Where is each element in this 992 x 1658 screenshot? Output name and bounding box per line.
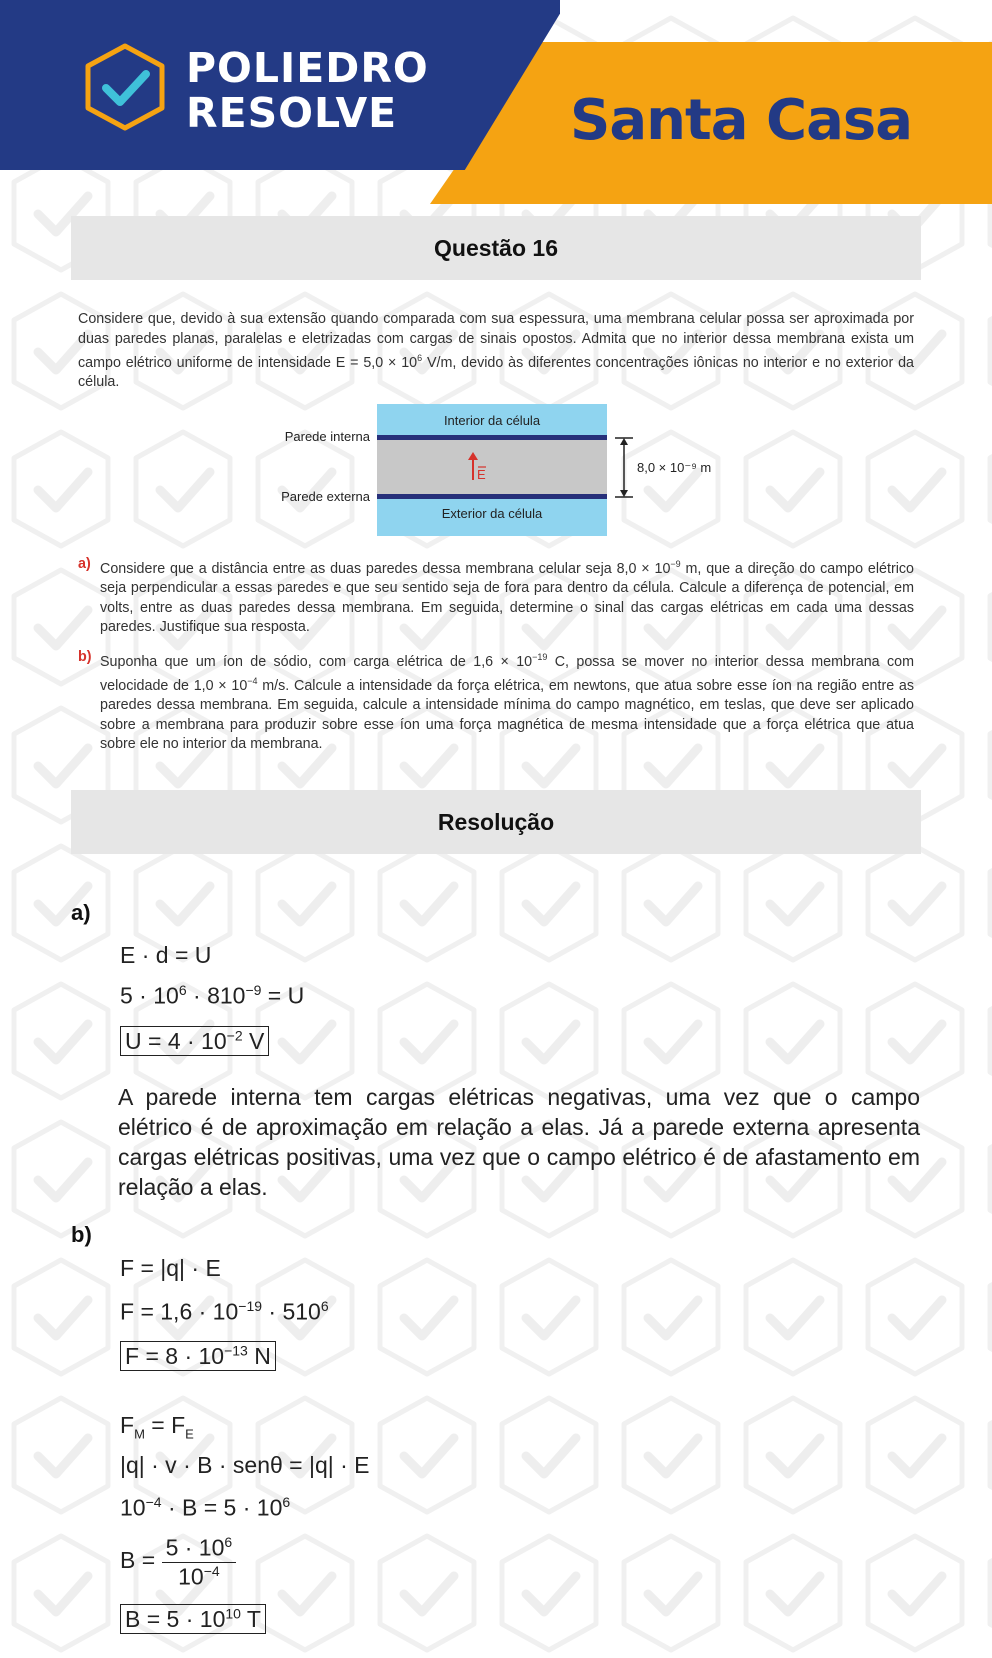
eq-b5: $10^{-4} \cdot B = 5 \cdot 10^6$ bbox=[120, 1494, 291, 1521]
eq-b-result-field: $B = 5 \cdot 10^{10}$ T bbox=[120, 1605, 266, 1633]
question-title: Questão 16 bbox=[434, 234, 558, 261]
membrane-figure bbox=[255, 400, 735, 540]
eq-b-result-force: $F = 8 \cdot 10^{-13}$ N bbox=[120, 1342, 276, 1370]
thickness-dimension bbox=[615, 438, 633, 497]
question-intro: Considere que, devido à sua extensão quando comparada com sua espessura, uma membrana celular possa ser aproximada por duas paredes planas, paralelas e eletrizadas com cargas de sinais opostos. Admita que no interior dessa membrana exista um campo elétrico uniforme de intensidade $E = 5,0 \times 10^6$ V/m, devido às diferentes concentrações iônicas no interior e no exterior da célula. bbox=[78, 311, 915, 391]
part-a-explanation: A parede interna tem cargas elétricas negativas, uma vez que o campo elétrico é de aproximação em relação a elas. Já a parede externa apresenta cargas elétricas positivas, uma vez que o campo elétrico é de afastamento em relação a elas. bbox=[118, 1084, 920, 1200]
brand-logo-text bbox=[186, 46, 429, 136]
item-b: b) Suponha que um íon de sódio, com carga elétrica de $1,6 \times 10^{-19}$ C, possa se mover no interior dessa membrana com velocidade de $1,0 \times 10^{-4}$ m/s. Calcule a intensidade da força elétrica, em newtons, que atua sobre esse íon na região entre as paredes dessa membrana. Em seguida, calcule a intensidade mínima do campo magnético, em teslas, que deve ser aplicado sobre a membrana para produzir sobre esse íon uma força magnética de mesma intensidade que a força elétrica que atua sobre ele no interior da membrana. bbox=[78, 648, 914, 753]
field-label: E bbox=[477, 467, 486, 482]
part-a-label: a) bbox=[71, 900, 91, 925]
eq-b6: B = $\frac{5 \cdot 10^6}{10^{-4}}$ bbox=[120, 1534, 236, 1590]
inner-wall-label: Parede interna bbox=[284, 429, 370, 444]
exterior-label: Exterior da célula bbox=[441, 506, 543, 521]
membrane-region bbox=[377, 438, 607, 496]
question-items bbox=[78, 555, 914, 765]
thickness-label: 8,0 × 10⁻⁹ m bbox=[637, 460, 712, 475]
eq-a-result: $U = 4 \cdot 10^{-2}$ V bbox=[120, 1027, 269, 1055]
logo-line-1: POLIEDRO bbox=[186, 44, 429, 92]
interior-label: Interior da célula bbox=[443, 413, 541, 428]
eq-b4: |q| · v · B · senθ = |q| · E bbox=[120, 1452, 370, 1478]
part-b-label: b) bbox=[71, 1222, 92, 1247]
eq-a1: E · d = U bbox=[120, 942, 212, 968]
eq-b1: F = |q| · E bbox=[120, 1255, 221, 1281]
exam-name: Santa Casa bbox=[570, 88, 913, 153]
logo-line-2: RESOLVE bbox=[186, 89, 398, 137]
question-title-bar bbox=[71, 216, 921, 280]
outer-wall bbox=[377, 494, 607, 499]
item-a: a) Considere que a distância entre as duas paredes dessa membrana celular seja $8,0 \times 10^{-9}$ m, que a direção do campo elétrico seja perpendicular a essas paredes e que seu sentido seja de fora para dentro da célula. Calcule a diferença de potencial, em volts, entre as duas paredes dessa membrana. Em seguida, determine o sinal das cargas elétricas em cada uma dessas paredes. Justifique sua resposta. bbox=[78, 556, 914, 636]
resolution-title-bar bbox=[71, 790, 921, 854]
eq-b2: $F = 1,6 \cdot 10^{-19} \cdot 510^6$ bbox=[120, 1298, 329, 1325]
resolution-title: Resolução bbox=[437, 808, 555, 835]
check-hexagon-logo-icon bbox=[82, 42, 168, 132]
outer-wall-label: Parede externa bbox=[281, 489, 370, 504]
eq-b3: $F_M = F_E$ bbox=[120, 1412, 194, 1442]
eq-a2: $5 \cdot 10^6 \cdot 810^{-9} = U$ bbox=[120, 982, 305, 1009]
inner-wall bbox=[377, 435, 607, 440]
